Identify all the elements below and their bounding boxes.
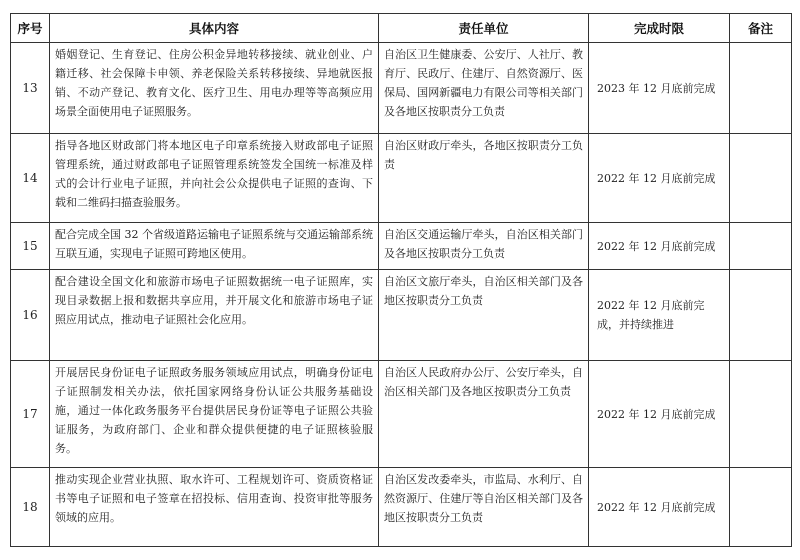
row-responsible-unit: 自治区财政厅牵头，各地区按职责分工负责: [379, 134, 589, 223]
row-remark: [730, 43, 792, 134]
table-row: [11, 361, 792, 468]
row-remark: [730, 468, 792, 547]
row-remark: [730, 361, 792, 468]
row-remark: [730, 270, 792, 361]
row-remark: [730, 223, 792, 270]
row-deadline: 2022 年 12 月底前完成: [589, 223, 730, 270]
row-deadline: 2022 年 12 月底前完成: [589, 134, 730, 223]
row-deadline: 2022 年 12 月底前完成: [589, 468, 730, 547]
header-content: 具体内容: [50, 14, 379, 43]
row-responsible-unit: 自治区卫生健康委、公安厅、人社厅、教育厅、民政厅、住建厅、自然资源厅、医保局、国网新疆电力有限公司等相关部门及各地区按职责分工负责: [379, 43, 589, 134]
row-content: 推动实现企业营业执照、取水许可、工程规划许可、资质资格证书等电子证照和电子签章在招投标、信用查询、投资审批等服务领域的应用。: [50, 468, 379, 547]
table-row: [11, 134, 792, 223]
table-row: [11, 468, 792, 547]
header-deadline: 完成时限: [589, 14, 730, 43]
row-remark: [730, 134, 792, 223]
row-content: 配合建设全国文化和旅游市场电子证照数据统一电子证照库，实现目录数据上报和数据共享应用，并开展文化和旅游市场电子证照应用试点，推动电子证照社会化应用。: [50, 270, 379, 361]
row-number: 16: [11, 270, 50, 361]
row-responsible-unit: 自治区交通运输厅牵头，自治区相关部门及各地区按职责分工负责: [379, 223, 589, 270]
row-number: 17: [11, 361, 50, 468]
row-deadline: 2023 年 12 月底前完成: [589, 43, 730, 134]
row-number: 14: [11, 134, 50, 223]
row-number: 13: [11, 43, 50, 134]
row-deadline: 2022 年 12 月底前完成: [589, 361, 730, 468]
header-no: 序号: [11, 14, 50, 43]
row-responsible-unit: 自治区人民政府办公厅、公安厅牵头，自治区相关部门及各地区按职责分工负责: [379, 361, 589, 468]
row-content: 婚姻登记、生育登记、住房公积金异地转移接续、就业创业、户籍迁移、社会保障卡申领、养老保险关系转移接续、异地就医报销、不动产登记、教育文化、医疗卫生、用电办理等等高频应用场景全面使用电子证照服务。: [50, 43, 379, 134]
table-row: [11, 270, 792, 361]
row-content: 开展居民身份证电子证照政务服务领域应用试点，明确身份证电子证照制发相关办法，依托国家网络身份认证公共服务基础设施，通过一体化政务服务平台提供居民身份证等电子证照公共验证服务，为政府部门、企业和群众提供便捷的电子证照核验服务。: [50, 361, 379, 468]
table-row: [11, 43, 792, 134]
header-row: [11, 14, 792, 43]
task-table: [10, 13, 792, 547]
row-responsible-unit: 自治区文旅厅牵头，自治区相关部门及各地区按职责分工负责: [379, 270, 589, 361]
row-content: 指导各地区财政部门将本地区电子印章系统接入财政部电子证照管理系统，通过财政部电子证照管理系统签发全国统一标准及样式的会计行业电子证照，并向社会公众提供电子证照的查询、下载和二维码扫描查验服务。: [50, 134, 379, 223]
row-number: 18: [11, 468, 50, 547]
row-number: 15: [11, 223, 50, 270]
row-responsible-unit: 自治区发改委牵头，市监局、水利厅、自然资源厅、住建厅等自治区相关部门及各地区按职责分工负责: [379, 468, 589, 547]
row-deadline: 2022 年 12 月底前完成，并持续推进: [589, 270, 730, 361]
table-row: [11, 223, 792, 270]
header-remark: 备注: [730, 14, 792, 43]
row-content: 配合完成全国 32 个省级道路运输电子证照系统与交通运输部系统互联互通，实现电子证照可跨地区使用。: [50, 223, 379, 270]
header-unit: 责任单位: [379, 14, 589, 43]
